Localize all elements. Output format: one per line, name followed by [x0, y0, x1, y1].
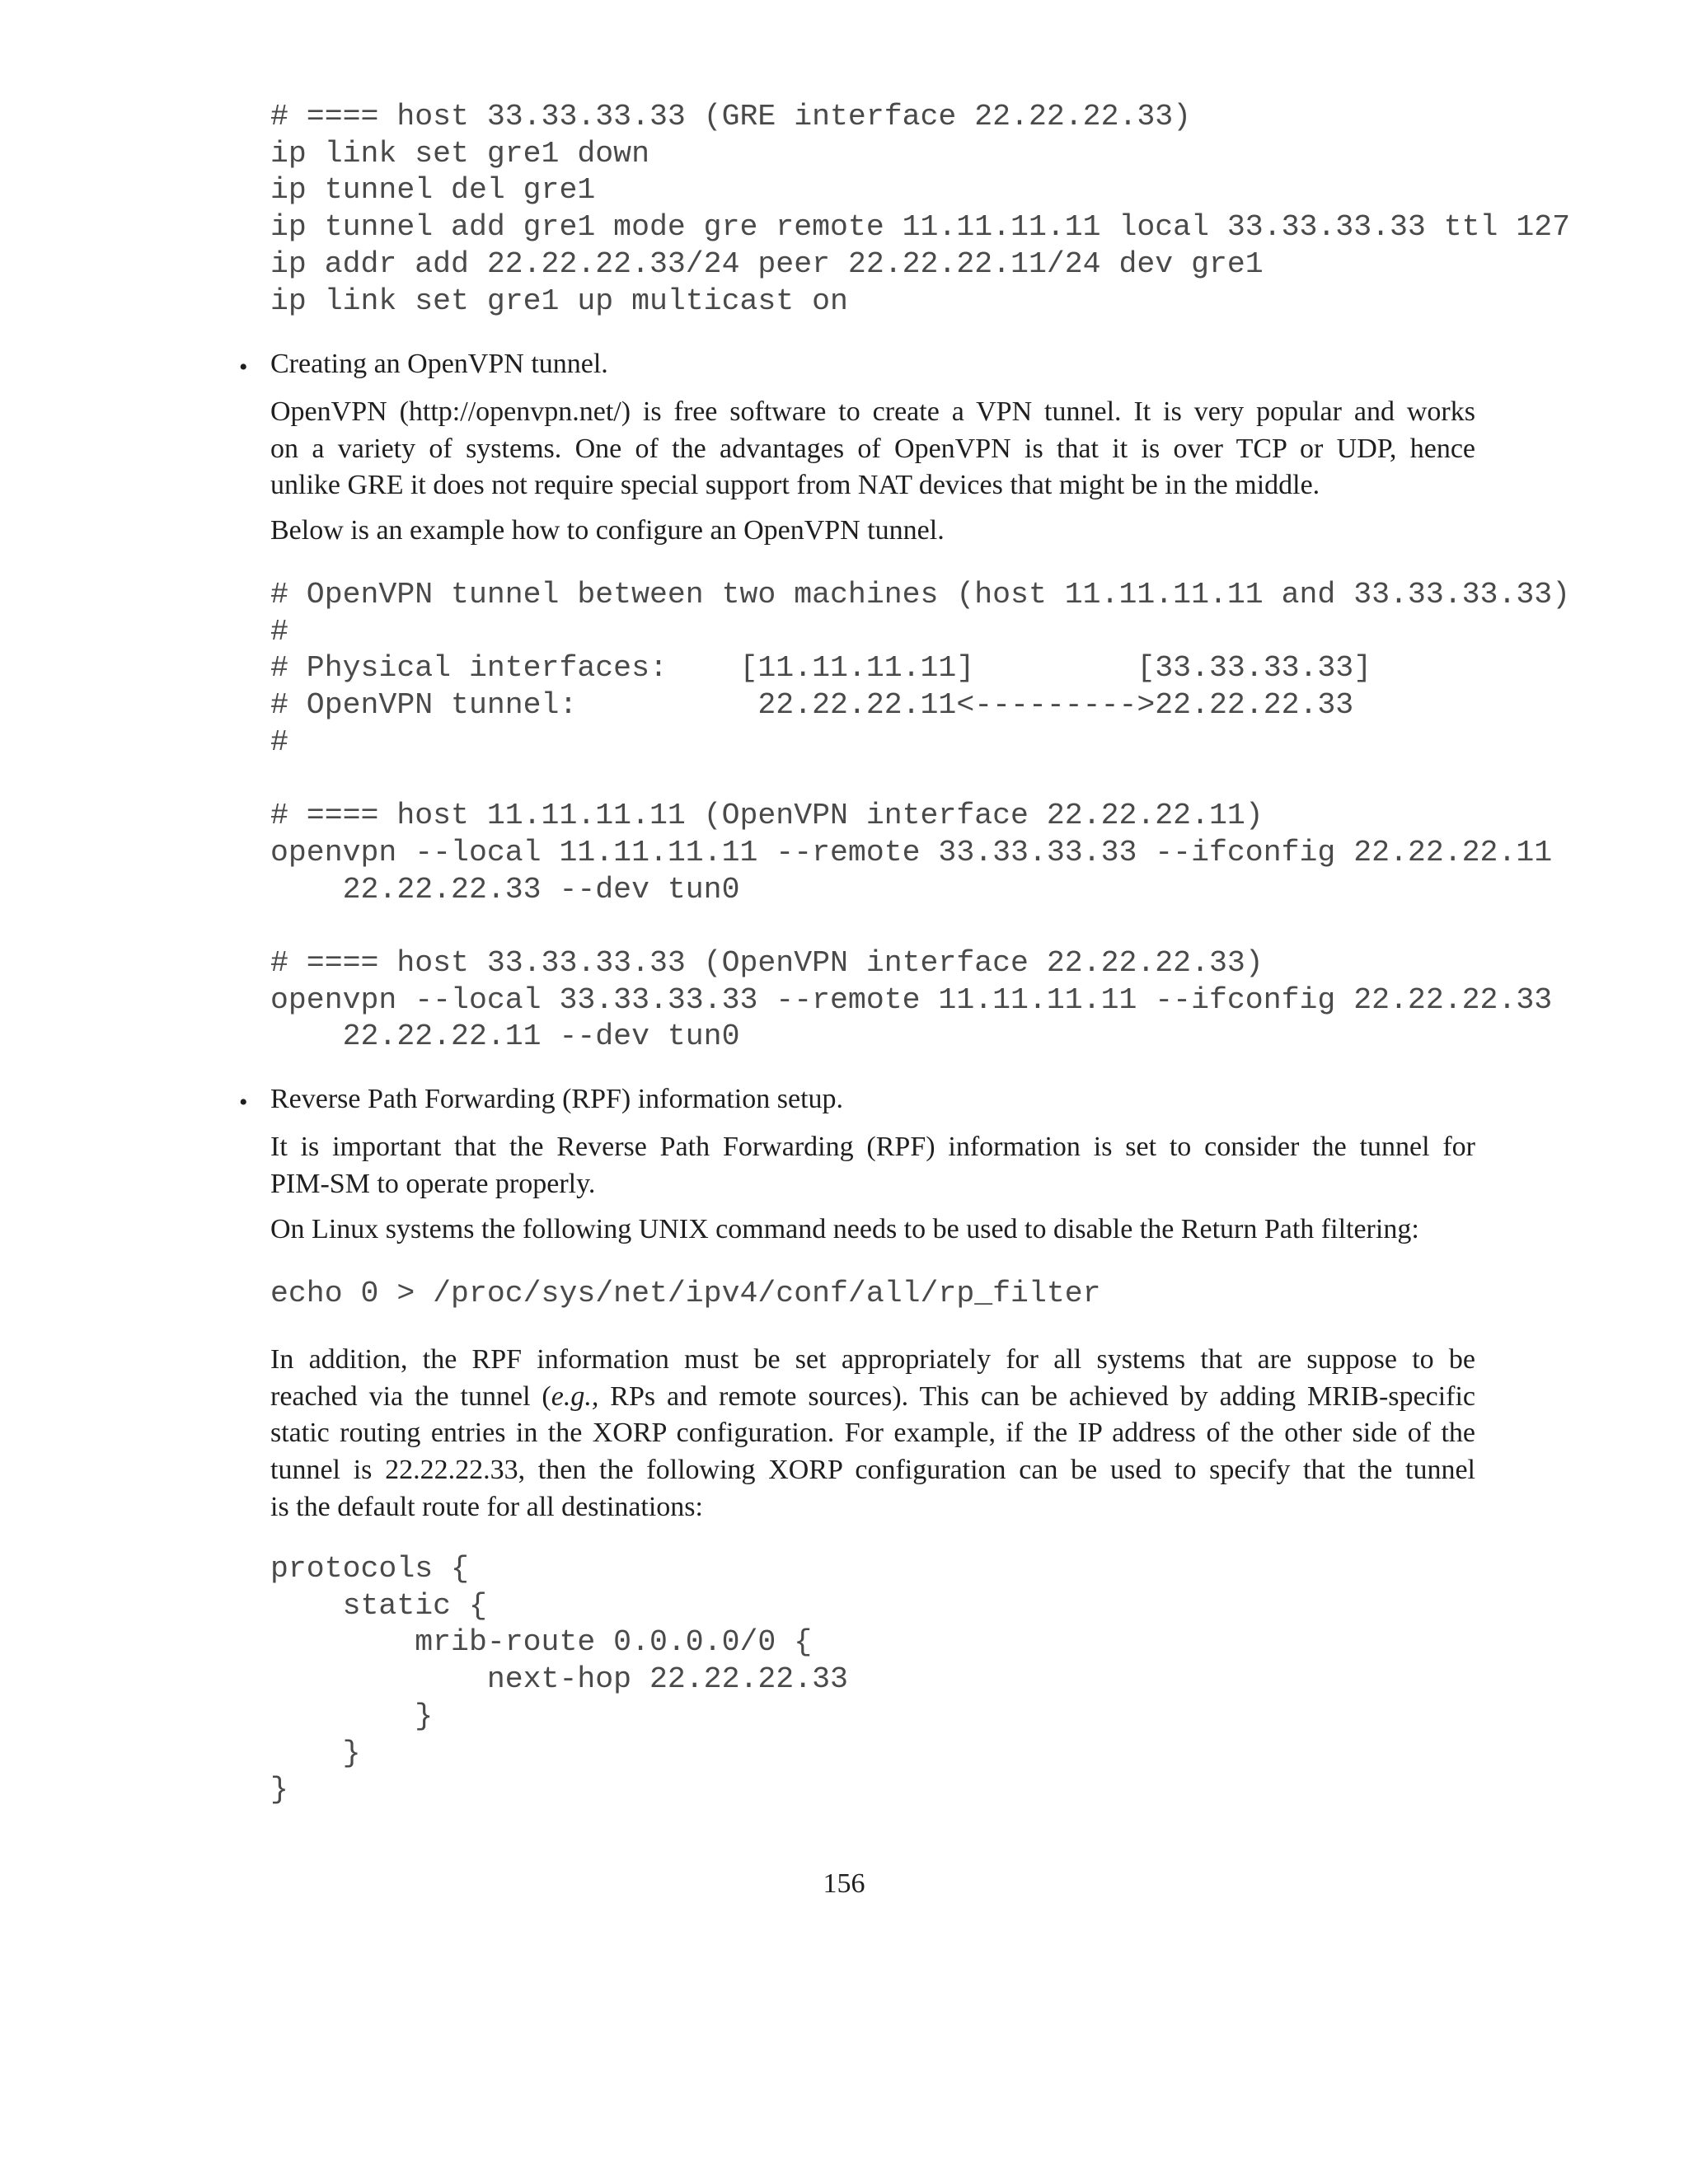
- rpf-linux-paragraph: [270, 1212, 1475, 1249]
- rpf-heading: Reverse Path Forwarding (RPF) information setup.: [270, 1084, 844, 1114]
- paragraph-line: On Linux systems the following UNIX command needs to be used to disable the Return Path filtering:: [270, 1214, 1419, 1244]
- paragraph-line: PIM-SM to operate properly.: [270, 1168, 596, 1199]
- paragraph-line: tunnel is 22.22.22.33, then the following XORP configuration can be used to specify that the tunnel: [270, 1455, 1475, 1486]
- italic-abbreviation: e.g.,: [551, 1380, 599, 1412]
- code-block-rp-filter-command: echo 0 > /proc/sys/net/ipv4/conf/all/rp_filter: [270, 1277, 1101, 1310]
- bullet-marker: •: [239, 354, 248, 381]
- text-fragment: RPs and remote sources). This can be achieved by adding MRIB-specific: [598, 1380, 1475, 1412]
- paragraph-line: [270, 1379, 1475, 1416]
- rpf-xorp-paragraph: [270, 1342, 1475, 1526]
- openvpn-example-intro: [270, 513, 1475, 550]
- paragraph-line: Below is an example how to configure an OpenVPN tunnel.: [270, 515, 945, 546]
- rpf-importance-paragraph: [270, 1129, 1475, 1202]
- openvpn-description-paragraph: [270, 394, 1475, 504]
- paragraph-line: In addition, the RPF information must be set appropriately for all systems that are suppose to be: [270, 1344, 1475, 1375]
- code-block-xorp-config: protocols { static { mrib-route 0.0.0.0/0 { next-hop 22.22.22.33 } } }: [270, 1552, 848, 1807]
- openvpn-heading: Creating an OpenVPN tunnel.: [270, 349, 608, 379]
- bullet-marker: •: [239, 1089, 248, 1116]
- paragraph-line: It is important that the Reverse Path Forwarding (RPF) information is set to consider the tunnel for: [270, 1132, 1475, 1162]
- paragraph-line: is the default route for all destinations:: [270, 1491, 703, 1522]
- code-block-openvpn: # OpenVPN tunnel between two machines (host 11.11.11.11 and 33.33.33.33) # # Physical interfaces: [11.11.11.11] [33.33.33.33] # OpenVPN tunnel: 22.22.22.11<--------->22.22.22.33 # # ==== host 11.11.11.11 (OpenVPN interface 22.22.22.11) openvpn --local 11.11.11.11 --remote 33.33.33.33 --ifconfig 22.22.22.11 22.22.22.33 --dev tun0 # ==== host 33.33.33.33 (OpenVPN interface 22.22.22.33) openvpn --local 33.33.33.33 --remote 11.11.11.11 --ifconfig 22.22.22.33 22.22.22.11 --dev tun0: [270, 578, 1571, 1054]
- paragraph-line: static routing entries in the XORP configuration. For example, if the IP address of the other side of the: [270, 1418, 1475, 1449]
- code-block-gre-host33: # ==== host 33.33.33.33 (GRE interface 22.22.22.33) ip link set gre1 down ip tunnel del gre1 ip tunnel add gre1 mode gre remote 11.11.11.11 local 33.33.33.33 ttl 127 ip addr add 22.22.22.33/24 peer 22.22.22.11/24 dev gre1 ip link set gre1 up multicast on: [270, 100, 1571, 318]
- text-fragment: reached via the tunnel (: [270, 1380, 551, 1412]
- page-number: 156: [823, 1868, 865, 1899]
- paragraph-line: on a variety of systems. One of the advantages of OpenVPN is that it is over TCP or UDP, hence: [270, 433, 1475, 464]
- paragraph-line: OpenVPN (http://openvpn.net/) is free software to create a VPN tunnel. It is very popular and works: [270, 396, 1475, 427]
- paragraph-line: unlike GRE it does not require special support from NAT devices that might be in the middle.: [270, 470, 1320, 501]
